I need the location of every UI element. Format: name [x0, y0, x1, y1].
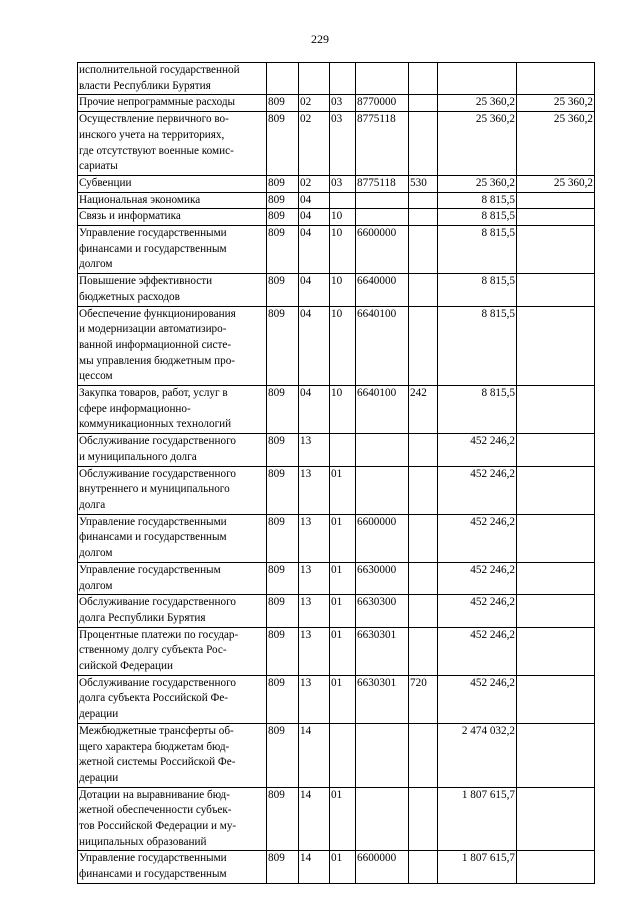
cell-amount-2	[517, 675, 595, 723]
cell-grbs: 809	[267, 562, 299, 594]
cell-target-article: 6640100	[356, 306, 409, 386]
cell-amount-1: 1 807 615,7	[438, 851, 517, 883]
cell-name-line: цессом	[79, 370, 113, 383]
cell-amount-1: 8 815,5	[438, 192, 517, 209]
cell-name-line: Обеспечение функционирования	[79, 307, 236, 320]
cell-target-article: 6630000	[356, 562, 409, 594]
cell-target-article: 6600000	[356, 851, 409, 883]
cell-name-line: и модернизации автоматизиро-	[79, 323, 227, 336]
table-row	[78, 306, 595, 386]
cell-amount-1: 25 360,2	[438, 112, 517, 176]
cell-name-line: Управление государственным	[79, 563, 221, 576]
cell-target-article: 6640000	[356, 274, 409, 306]
cell-target-article: 6600000	[356, 514, 409, 562]
cell-target-article	[356, 209, 409, 226]
cell-expense-type	[409, 723, 438, 787]
cell-name-line: Дотации на выравнивание бюд-	[79, 788, 230, 801]
table-row	[78, 386, 595, 434]
cell-amount-2	[517, 787, 595, 851]
cell-grbs: 809	[267, 675, 299, 723]
table-row	[78, 274, 595, 306]
cell-name-line: ственному долгу субъекта Рос-	[79, 644, 227, 657]
cell-amount-1: 8 815,5	[438, 226, 517, 274]
cell-subsection	[330, 723, 356, 787]
cell-amount-2	[517, 226, 595, 274]
cell-name-line: Межбюджетные трансферты об-	[79, 724, 234, 737]
cell-name-line: где отсутствуют военные комис-	[79, 144, 234, 157]
cell-name-line: Связь и информатика	[79, 210, 181, 223]
cell-name-line: долга	[79, 498, 106, 511]
table-row	[78, 95, 595, 112]
cell-section: 13	[299, 466, 330, 514]
cell-section	[299, 63, 330, 95]
cell-name-line: сфере информационно-	[79, 402, 191, 415]
cell-subsection: 10	[330, 209, 356, 226]
cell-amount-1: 8 815,5	[438, 274, 517, 306]
cell-name	[78, 175, 267, 192]
cell-name	[78, 675, 267, 723]
cell-name-line: жетной обеспеченности субъек-	[79, 804, 232, 817]
cell-amount-1: 452 246,2	[438, 562, 517, 594]
cell-subsection: 10	[330, 274, 356, 306]
cell-amount-1: 1 807 615,7	[438, 787, 517, 851]
cell-grbs: 809	[267, 226, 299, 274]
cell-name	[78, 562, 267, 594]
cell-amount-1: 452 246,2	[438, 434, 517, 466]
cell-amount-2	[517, 851, 595, 883]
cell-subsection: 01	[330, 627, 356, 675]
cell-section: 02	[299, 112, 330, 176]
cell-name-line: долга субъекта Российской Фе-	[79, 692, 229, 705]
cell-subsection: 01	[330, 851, 356, 883]
cell-subsection: 03	[330, 175, 356, 192]
cell-name-line: Процентные платежи по государ-	[79, 628, 239, 641]
cell-name-line: бюджетных расходов	[79, 290, 180, 303]
cell-name-line: мы управления бюджетным про-	[79, 354, 236, 367]
cell-name-line: щего характера бюджетам бюд-	[79, 740, 230, 753]
cell-name-line: Субвенции	[79, 176, 132, 189]
cell-target-article: 8775118	[356, 175, 409, 192]
cell-section: 13	[299, 434, 330, 466]
cell-name-line: сийской Федерации	[79, 660, 173, 673]
cell-amount-2	[517, 562, 595, 594]
cell-expense-type	[409, 466, 438, 514]
cell-subsection: 03	[330, 112, 356, 176]
cell-expense-type	[409, 787, 438, 851]
cell-grbs: 809	[267, 95, 299, 112]
cell-name-line: Обслуживание государственного	[79, 676, 236, 689]
cell-section: 13	[299, 562, 330, 594]
cell-target-article: 6640100	[356, 386, 409, 434]
cell-name-line: долга Республики Бурятия	[79, 611, 206, 624]
cell-grbs: 809	[267, 723, 299, 787]
table-row	[78, 851, 595, 883]
cell-amount-2	[517, 386, 595, 434]
cell-subsection: 01	[330, 675, 356, 723]
cell-name-line: финансами и государственным	[79, 868, 227, 881]
cell-section: 04	[299, 192, 330, 209]
cell-name	[78, 112, 267, 176]
cell-name-line: власти Республики Бурятия	[79, 79, 211, 92]
cell-amount-1: 452 246,2	[438, 466, 517, 514]
cell-name	[78, 787, 267, 851]
cell-name-line: Управление государственными	[79, 515, 227, 528]
cell-amount-1: 8 815,5	[438, 306, 517, 386]
cell-grbs: 809	[267, 274, 299, 306]
cell-section: 14	[299, 851, 330, 883]
cell-name-line: внутреннего и муниципального	[79, 483, 230, 496]
cell-name-line: долгом	[79, 258, 113, 271]
cell-expense-type	[409, 226, 438, 274]
cell-name-line: Прочие непрограммные расходы	[79, 96, 236, 109]
cell-amount-2	[517, 466, 595, 514]
cell-section: 14	[299, 723, 330, 787]
cell-target-article: 6630300	[356, 595, 409, 627]
cell-name-line: Обслуживание государственного	[79, 596, 236, 609]
cell-name	[78, 226, 267, 274]
cell-section: 02	[299, 175, 330, 192]
cell-expense-type	[409, 434, 438, 466]
cell-grbs: 809	[267, 306, 299, 386]
cell-target-article: 6630301	[356, 627, 409, 675]
cell-subsection: 10	[330, 226, 356, 274]
cell-section: 13	[299, 514, 330, 562]
cell-expense-type	[409, 63, 438, 95]
table-row	[78, 112, 595, 176]
cell-name-line: дерации	[79, 771, 119, 784]
table-row	[78, 595, 595, 627]
table-row	[78, 627, 595, 675]
cell-name	[78, 209, 267, 226]
cell-expense-type	[409, 851, 438, 883]
cell-expense-type: 530	[409, 175, 438, 192]
cell-section: 14	[299, 787, 330, 851]
cell-section: 13	[299, 675, 330, 723]
cell-target-article	[356, 723, 409, 787]
cell-target-article	[356, 192, 409, 209]
cell-name-line: исполнительной государственной	[79, 64, 240, 76]
cell-name	[78, 306, 267, 386]
cell-name-line: ванной информационной систе-	[79, 338, 232, 351]
table-row	[78, 209, 595, 226]
cell-subsection: 01	[330, 562, 356, 594]
cell-amount-1: 452 246,2	[438, 627, 517, 675]
cell-grbs	[267, 63, 299, 95]
cell-amount-2	[517, 627, 595, 675]
table-row	[78, 562, 595, 594]
table-row	[78, 466, 595, 514]
cell-expense-type	[409, 514, 438, 562]
cell-amount-1	[438, 63, 517, 95]
cell-name	[78, 274, 267, 306]
table-body	[78, 63, 595, 884]
cell-amount-2	[517, 723, 595, 787]
cell-amount-1: 25 360,2	[438, 175, 517, 192]
cell-grbs: 809	[267, 209, 299, 226]
cell-target-article	[356, 787, 409, 851]
cell-name-line: жетной системы Российской Фе-	[79, 756, 236, 769]
cell-subsection: 01	[330, 595, 356, 627]
cell-target-article: 8775118	[356, 112, 409, 176]
cell-name-line: Обслуживание государственного	[79, 435, 236, 448]
cell-expense-type: 720	[409, 675, 438, 723]
table-row	[78, 192, 595, 209]
cell-name	[78, 851, 267, 883]
cell-subsection: 01	[330, 514, 356, 562]
cell-amount-2	[517, 209, 595, 226]
table-row	[78, 723, 595, 787]
cell-amount-2: 25 360,2	[517, 175, 595, 192]
cell-name	[78, 627, 267, 675]
cell-amount-1: 8 815,5	[438, 209, 517, 226]
cell-subsection: 03	[330, 95, 356, 112]
cell-name-line: Осуществление первичного во-	[79, 113, 229, 126]
cell-name	[78, 723, 267, 787]
cell-name-line: Обслуживание государственного	[79, 467, 236, 480]
cell-section: 04	[299, 386, 330, 434]
cell-subsection	[330, 63, 356, 95]
cell-expense-type: 242	[409, 386, 438, 434]
cell-expense-type	[409, 627, 438, 675]
cell-amount-2	[517, 306, 595, 386]
cell-name-line: коммуникационных технологий	[79, 418, 232, 431]
cell-section: 13	[299, 627, 330, 675]
table-row	[78, 787, 595, 851]
cell-amount-1: 452 246,2	[438, 514, 517, 562]
cell-subsection	[330, 192, 356, 209]
cell-expense-type	[409, 274, 438, 306]
cell-target-article: 6600000	[356, 226, 409, 274]
cell-grbs: 809	[267, 434, 299, 466]
cell-expense-type	[409, 192, 438, 209]
cell-name-line: долгом	[79, 579, 113, 592]
cell-amount-1: 452 246,2	[438, 595, 517, 627]
cell-subsection: 10	[330, 306, 356, 386]
cell-name-line: инского учета на территориях,	[79, 128, 225, 141]
cell-grbs: 809	[267, 514, 299, 562]
cell-target-article	[356, 63, 409, 95]
cell-name-line: Закупка товаров, работ, услуг в	[79, 387, 228, 400]
cell-target-article: 8770000	[356, 95, 409, 112]
cell-name-line: сариаты	[79, 160, 118, 173]
cell-name-line: Национальная экономика	[79, 193, 201, 206]
cell-subsection: 01	[330, 787, 356, 851]
cell-name-line: тов Российской Федерации и му-	[79, 820, 237, 833]
cell-amount-1: 2 474 032,2	[438, 723, 517, 787]
cell-name-line: ниципальных образований	[79, 835, 207, 848]
cell-name-line: Управление государственными	[79, 852, 227, 865]
cell-name-line: Повышение эффективности	[79, 275, 213, 288]
cell-section: 02	[299, 95, 330, 112]
cell-expense-type	[409, 595, 438, 627]
cell-name-line: финансами и государственным	[79, 242, 227, 255]
cell-name	[78, 386, 267, 434]
cell-name	[78, 514, 267, 562]
cell-amount-2	[517, 514, 595, 562]
cell-section: 04	[299, 306, 330, 386]
cell-grbs: 809	[267, 851, 299, 883]
cell-grbs: 809	[267, 627, 299, 675]
cell-amount-2	[517, 274, 595, 306]
cell-grbs: 809	[267, 466, 299, 514]
cell-name	[78, 192, 267, 209]
cell-name	[78, 466, 267, 514]
cell-name	[78, 434, 267, 466]
cell-expense-type	[409, 209, 438, 226]
cell-grbs: 809	[267, 192, 299, 209]
cell-grbs: 809	[267, 386, 299, 434]
cell-grbs: 809	[267, 787, 299, 851]
cell-target-article	[356, 466, 409, 514]
cell-expense-type	[409, 112, 438, 176]
cell-grbs: 809	[267, 595, 299, 627]
cell-grbs: 809	[267, 112, 299, 176]
cell-name	[78, 595, 267, 627]
table-row	[78, 226, 595, 274]
cell-section: 04	[299, 226, 330, 274]
cell-section: 04	[299, 274, 330, 306]
cell-subsection	[330, 434, 356, 466]
cell-amount-2	[517, 63, 595, 95]
cell-name	[78, 63, 267, 95]
cell-amount-1: 8 815,5	[438, 386, 517, 434]
table-row	[78, 514, 595, 562]
cell-amount-2	[517, 434, 595, 466]
budget-table	[77, 62, 595, 884]
cell-name-line: финансами и государственным	[79, 531, 227, 544]
cell-grbs: 809	[267, 175, 299, 192]
cell-amount-1: 25 360,2	[438, 95, 517, 112]
cell-target-article	[356, 434, 409, 466]
cell-subsection: 01	[330, 466, 356, 514]
cell-name-line: долгом	[79, 547, 113, 560]
cell-name	[78, 95, 267, 112]
cell-name-line: Управление государственными	[79, 227, 227, 240]
cell-amount-2: 25 360,2	[517, 95, 595, 112]
table-row	[78, 175, 595, 192]
cell-amount-1: 452 246,2	[438, 675, 517, 723]
table-row	[78, 675, 595, 723]
table-row	[78, 63, 595, 95]
cell-name-line: и муниципального долга	[79, 450, 197, 463]
cell-target-article: 6630301	[356, 675, 409, 723]
cell-section: 13	[299, 595, 330, 627]
cell-amount-2	[517, 192, 595, 209]
cell-amount-2	[517, 595, 595, 627]
cell-expense-type	[409, 306, 438, 386]
cell-subsection: 10	[330, 386, 356, 434]
cell-amount-2: 25 360,2	[517, 112, 595, 176]
cell-expense-type	[409, 562, 438, 594]
cell-name-line: дерации	[79, 708, 119, 721]
table-row	[78, 434, 595, 466]
cell-section: 04	[299, 209, 330, 226]
page-number: 229	[311, 32, 329, 46]
cell-expense-type	[409, 95, 438, 112]
